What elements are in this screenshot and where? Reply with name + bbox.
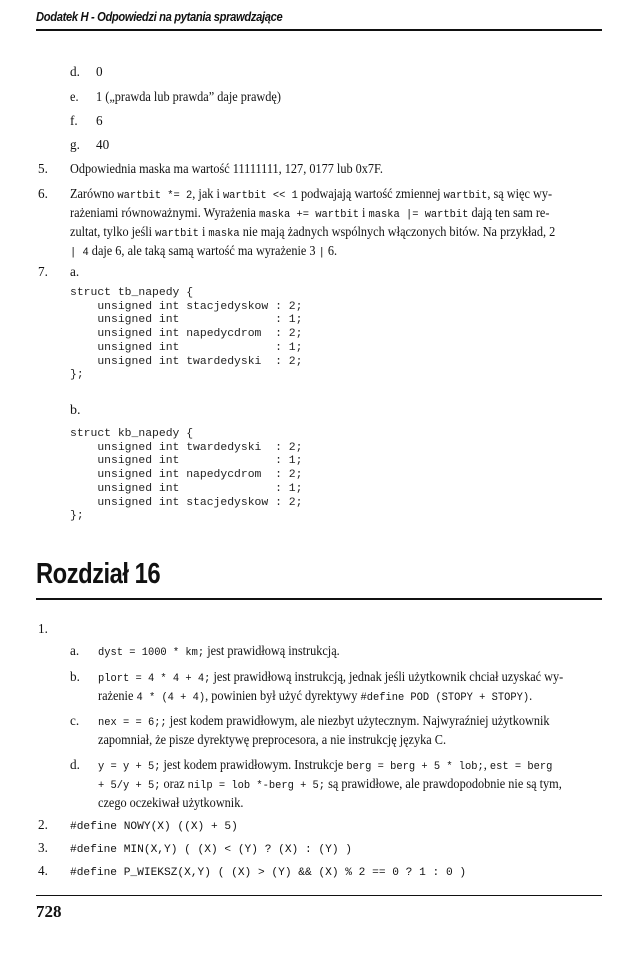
list-item	[70, 111, 103, 130]
page-number: 728	[36, 902, 62, 921]
text-run: rażeniami równoważnymi. Wyrażenia	[70, 205, 260, 220]
code-run: maska |= wartbit	[368, 209, 469, 221]
code-run: 4 * (4 + 4)	[136, 692, 206, 704]
sub-label: b.	[70, 403, 81, 418]
text-run: 6.	[324, 243, 338, 258]
text-run: ,	[483, 757, 490, 772]
text-run: .	[529, 688, 533, 703]
text-run: , powinien był użyć dyrektywy	[205, 688, 361, 703]
item-label: f.	[70, 113, 78, 128]
text-run: zultat, tylko jeśli	[70, 224, 156, 239]
code-run: + 5/y + 5;	[98, 780, 161, 792]
text-run: jest prawidłową instrukcją.	[204, 643, 340, 658]
code-run: wartbit *= 2	[117, 190, 193, 202]
code-run: #define P_WIEKSZ(X,Y) ( (X) > (Y) && (X) % 2 == 0 ? 1 : 0 )	[70, 867, 467, 879]
text-run: , jak i	[192, 186, 223, 201]
sub-label: c.	[70, 713, 80, 728]
answer-line	[70, 241, 337, 263]
text-run: daje 6, ale taką samą wartość ma wyrażenie 3	[88, 243, 319, 258]
item-label: g.	[70, 137, 80, 152]
answer-line	[98, 686, 532, 708]
code-run: #define NOWY(X) ((X) + 5)	[70, 821, 238, 833]
code-run: y = y + 5;	[98, 761, 161, 773]
item-value: 1 („prawda lub prawda” daje prawdę)	[96, 89, 281, 104]
list-item	[70, 62, 103, 81]
item-value: 0	[96, 64, 103, 79]
item-label: e.	[70, 89, 79, 104]
list-item	[70, 87, 281, 106]
question-number: 7.	[38, 264, 48, 279]
answer-text: Odpowiednia maska ma wartość 11111111, 127, 0177 lub 0x7F.	[70, 161, 383, 176]
text-run: jest kodem prawidłowym. Instrukcje	[160, 757, 347, 772]
text-run: Zarówno	[70, 186, 118, 201]
running-header: Dodatek H - Odpowiedzi na pytania sprawdzające	[36, 9, 283, 24]
chapter-title: Rozdział 16	[36, 558, 161, 590]
item-value: 40	[96, 137, 110, 152]
text-run: dają ten sam re-	[468, 205, 550, 220]
text-run: rażenie	[98, 688, 137, 703]
text-run: , są więc wy-	[487, 186, 553, 201]
question-number: 1.	[38, 621, 48, 636]
code-block-kb-napedy: struct kb_napedy { unsigned int twardedyski : 2; unsigned int : 1; unsigned int napedycdrom : 2; unsigned int : 1; unsigned int stacjedyskow : 2; };	[70, 428, 303, 523]
code-run: nilp = lob *-berg + 5;	[187, 780, 326, 792]
text-run: nie mają żadnych wspólnych włączonych bitów. Na przykład, 2	[239, 224, 556, 239]
answer-line	[70, 861, 466, 883]
item-value: 6	[96, 113, 103, 128]
text-run: jest kodem prawidłowym, ale niezbyt użytecznym. Najwyraźniej użytkownik	[166, 713, 550, 728]
code-block-tb-napedy: struct tb_napedy { unsigned int stacjedyskow : 2; unsigned int : 1; unsigned int napedycdrom : 2; unsigned int : 1; unsigned int twardedyski : 2; };	[70, 287, 303, 382]
text-run: i	[198, 224, 209, 239]
text-run: i	[358, 205, 369, 220]
code-run: est = berg	[489, 761, 553, 773]
sub-label: b.	[70, 669, 80, 684]
answer-line	[98, 641, 340, 663]
text-run: oraz	[160, 776, 188, 791]
question-number: 2.	[38, 817, 48, 832]
footer-rule	[36, 895, 602, 896]
chapter-rule	[36, 598, 602, 600]
code-run: dyst = 1000 * km;	[98, 647, 205, 659]
sub-label: a.	[70, 643, 80, 658]
question-number: 5.	[38, 161, 48, 176]
answer-line: zapomniał, że pisze dyrektywę preprocesora, a nie instrukcję języka C.	[98, 732, 447, 747]
code-run: wartbit	[443, 190, 488, 202]
answer-line	[70, 815, 238, 837]
answer-line	[70, 838, 352, 860]
code-run: nex = = 6;;	[98, 717, 167, 729]
code-run: berg = berg + 5 * lob;	[346, 761, 484, 773]
question-number: 4.	[38, 863, 48, 878]
sub-label: d.	[70, 757, 80, 772]
code-run: #define POD (STOPY + STOPY)	[360, 692, 530, 704]
question-number: 6.	[38, 186, 48, 201]
answer-line: czego oczekiwał użytkownik.	[98, 795, 244, 810]
item-label: d.	[70, 64, 80, 79]
header-rule	[36, 29, 602, 31]
code-run: maska += wartbit	[259, 209, 359, 221]
code-run: |	[318, 247, 325, 259]
code-run: maska	[208, 228, 240, 240]
code-run: wartbit	[155, 228, 199, 240]
code-run: | 4	[70, 247, 89, 259]
question-number: 3.	[38, 840, 48, 855]
list-item	[70, 135, 110, 154]
code-run: #define MIN(X,Y) ( (X) < (Y) ? (X) : (Y) )	[70, 844, 352, 856]
text-run: są prawidłowe, ale prawdopodobnie nie są tym,	[325, 776, 562, 791]
code-run: plort = 4 * 4 + 4;	[98, 673, 211, 685]
sub-label: a.	[70, 264, 80, 279]
text-run: podwajają wartość zmiennej	[297, 186, 444, 201]
text-run: jest prawidłową instrukcją, jednak jeśli użytkownik chciał uzyskać wy-	[210, 669, 564, 684]
code-run: wartbit << 1	[222, 190, 298, 202]
